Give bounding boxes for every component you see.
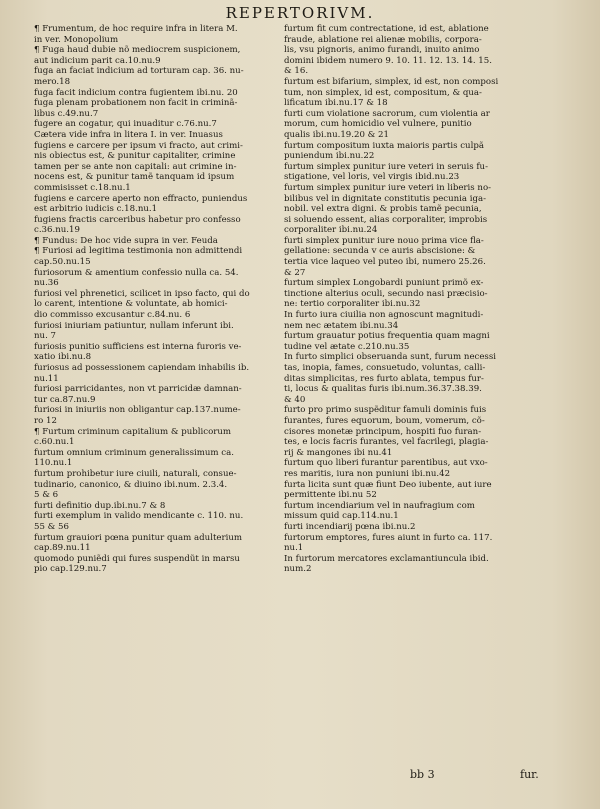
index-entry: furtum compositum iuxta maioris partis culpã puniendum ibi.nu.22 xyxy=(284,140,484,162)
index-entry: ¶ Fuga haud dubie nõ mediocrem suspicionem, aut indicium parit ca.10.nu.9 xyxy=(34,45,241,66)
index-entry: furtum grauiori pœna punitur quam adulterium cap.89.nu.11 xyxy=(34,532,243,554)
index-entry: furtorum emptores, fures aiunt in furto ca. 117. nu.1 xyxy=(284,532,493,554)
index-entry: furiosi iniuriam patiuntur, nullam inferunt ibi. nu. 7 xyxy=(34,320,234,342)
index-entry: fuga an faciat indicium ad torturam cap. 36. nu- mero.18 xyxy=(34,66,244,87)
index-entry: furtum grauatur potius frequentia quam magni tudine vel ætate c.210.nu.35 xyxy=(284,331,490,352)
left-column xyxy=(34,24,284,575)
index-entry: furtum fit cum contrectatione, id est, ablatione fraude, ablatione rei alienæ mobilis, corpora- lis, vsu pignoris, animo furandi, inuito animo domini ibidem numero 9. 10. 11. 12. 13. 14. 15. & 16. xyxy=(284,24,492,77)
index-entry: fuga facit indicium contra fugientem ibi.nu. 20 xyxy=(34,87,238,98)
index-entry: In furto iura ciuilia non agnoscunt magnitudi- nem nec ætatem ibi.nu.34 xyxy=(284,310,484,331)
index-entry: fuga plenam probationem non facit in criminã- libus c.49.nu.7 xyxy=(34,98,238,119)
index-entry: fugere an cogatur, qui inuaditur c.76.nu.7 xyxy=(34,119,217,130)
catchword: fur. xyxy=(520,768,539,781)
index-entry: furtum est bifarium, simplex, id est, non composi tum, non simplex, id est, compositum, & qua- lificatum ibi.nu.17 & 18 xyxy=(284,76,499,109)
page-title: REPERTORIVM. xyxy=(225,4,375,22)
index-entry: ¶ Frumentum, de hoc require infra in litera M. in ver. Monopolium xyxy=(34,24,238,45)
index-entry: ¶ Furtum criminum capitalium & publicorum c.60.nu.1 xyxy=(34,426,232,448)
index-entry: furiosis punitio sufficiens est interna furoris ve- xatio ibi.nu.8 xyxy=(34,341,242,363)
index-entry: In furto simplici obseruanda sunt, furum necessi tas, inopia, fames, consuetudo, voluntas, calli- ditas simplicitas, res furto ablata, tempus fur- ti, locus & qualitas furis ibi.num.36.37.38.39. & 40 xyxy=(284,352,496,405)
index-entry: furti exemplum in valido mendicante c. 110. nu. 55 & 56 xyxy=(34,511,244,532)
index-entry: furti definitio dup.ibi.nu.7 & 8 xyxy=(34,500,166,511)
index-entry: furtum incendiarium vel in naufragium com missum quid cap.114.nu.1 xyxy=(284,500,475,522)
index-entry: furiosi vel phrenetici, scilicet in ipso facto, qui do lo carent, intentione & voluntate, ab homici- dio commisso excusantur c.84.nu. 6 xyxy=(34,288,250,321)
index-entry: furiosus ad possessionem capiendam inhabilis ib. nu.11 xyxy=(34,363,250,384)
index-entry: furtum quo liberi furantur parentibus, aut vxo- res maritis, iura non puniuni ibi.nu.42 xyxy=(284,458,488,479)
index-entry: fugiens e carcere per ipsum vi fracto, aut crimi- nis obiectus est, & punitur capitaliter, crimine tamen per se ante non capitali: aut crimine in- nocens est, & punitur tamẽ tanquam id ipsum commisisset c.18.nu.1 xyxy=(34,140,243,193)
index-entry: ¶ Fundus: De hoc vide supra in ver. Feuda xyxy=(34,235,218,246)
index-entry: fugiens fractis carceribus habetur pro confesso c.36.nu.19 xyxy=(34,214,241,236)
index-entry: furtum prohibetur iure ciuili, naturali, consue- tudinario, canonico, & diuino ibi.num. 2.3.4. 5 & 6 xyxy=(34,468,237,501)
index-entry: furti incendiarij pœna ibi.nu.2 xyxy=(284,521,416,532)
right-column xyxy=(284,24,562,575)
index-entry: furti cum violatione sacrorum, cum violentia ar morum, cum homicidio vel vulnere, punitio qualis ibi.nu.19.20 & 21 xyxy=(284,108,490,140)
index-entry: furtum simplex Longobardi puniunt primõ ex- tinctione alterius oculi, secundo nasi præcisio- ne: tertio corporaliter ibi.nu.32 xyxy=(284,278,488,310)
index-entry: quomodo puniẽdi qui fures suspendũt in marsu pio cap.129.nu.7 xyxy=(34,553,240,575)
index-entry: In furtorum mercatores exclamantiuncula ibid. num.2 xyxy=(284,553,489,575)
index-entry: furtum omnium criminum generalissimum ca. 110.nu.1 xyxy=(34,447,234,469)
index-entry: Cætera vide infra in litera I. in ver. Inuasus xyxy=(34,129,223,140)
index-entry: furiosorum & amentium confessio nulla ca. 54. nu.36 xyxy=(34,267,239,289)
index-entry: ¶ Furiosi ad legitima testimonia non admittendi cap.50.nu.15 xyxy=(34,246,243,268)
index-entry: furiosi parricidantes, non vt parricidæ damnan- tur ca.87.nu.9 xyxy=(34,384,242,405)
index-entry: furti simplex punitur iure nouo prima vice fla- gellatione: secunda v ce auris abscisione: & tertia vice laqueo vel puteo ibi, numero 25.26. & 27 xyxy=(284,235,486,278)
index-entry: fugiens e carcere aperto non effracto, puniendus est arbitrio iudicis c.18.nu.1 xyxy=(34,193,248,215)
index-entry: furta licita sunt quæ fiunt Deo iubente, aut iure permittente ibi.nu 52 xyxy=(284,479,492,501)
index-entry: furtum simplex punitur iure veteri in seruis fu- stigatione, vel loris, vel virgis ibid.nu.23 xyxy=(284,161,489,183)
index-entry: furtum simplex punitur iure veteri in liberis no- bilibus vel in dignitate constitutis pecunia iga- nobil. vel extra digni. & probis tamẽ pecunia, si soluendo essent, alias corporaliter, improbis corporaliter ibi.nu.24 xyxy=(284,182,492,236)
signature-mark: bb 3 xyxy=(410,768,435,781)
index-entry: furto pro primo suspẽditur famuli dominis fuis furantes, fures equorum, boum, vomerum, cõ- cisores monetæ principum, hospiti fuo furan- tes, e locis facris furantes, vel facrilegi, plagia- rij & mangones ibi nu.41 xyxy=(284,405,489,458)
index-entry: furiosi in iniuriis non obligantur cap.137.nume- ro 12 xyxy=(34,405,241,426)
